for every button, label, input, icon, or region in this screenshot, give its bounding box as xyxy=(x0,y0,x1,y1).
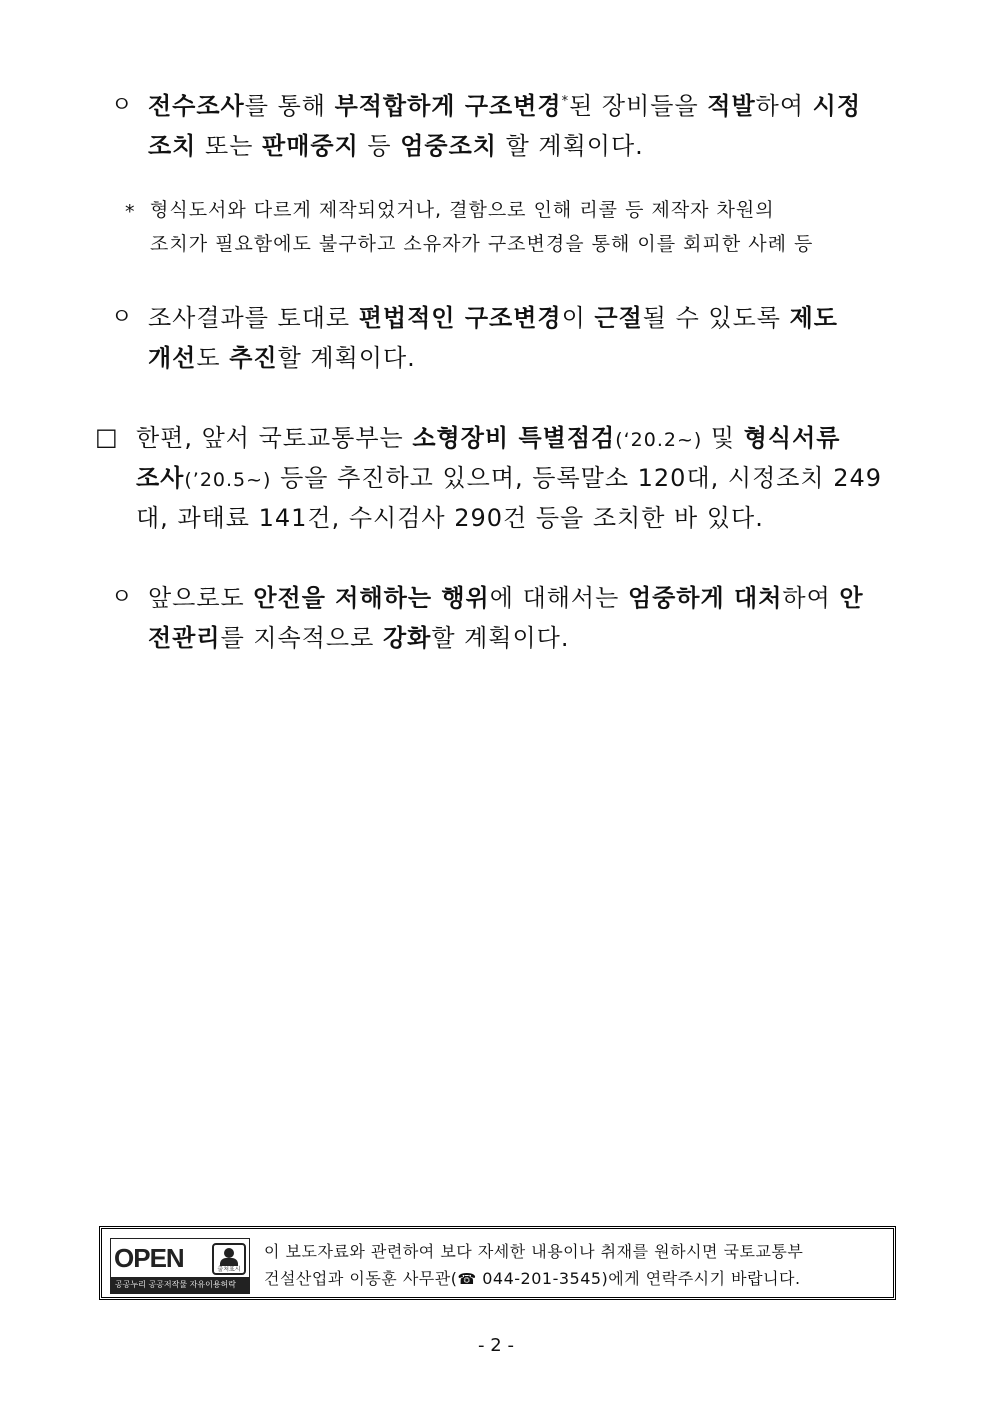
attribution-badge-label: 출처표시 xyxy=(217,1266,241,1273)
body-text: 할 계획이다. xyxy=(277,344,416,372)
paragraph-line xyxy=(148,303,838,333)
emphasis-text: 형식서류 xyxy=(743,424,841,452)
body-text: 또는 xyxy=(196,132,263,160)
paragraph-line xyxy=(136,463,882,495)
emphasis-text: 추진 xyxy=(229,344,278,372)
emphasis-text: 안전을 저해하는 행위 xyxy=(253,584,490,612)
contact-text: 044-201-3545)에게 연락주시기 바랍니다. xyxy=(476,1269,801,1288)
emphasis-text: 제도 xyxy=(789,304,838,332)
emphasis-text: 부적합하게 구조변경 xyxy=(334,92,562,120)
body-text: 를 지속적으로 xyxy=(220,624,383,652)
paragraph-line xyxy=(148,91,861,121)
contact-line: 이 보도자료와 관련하여 보다 자세한 내용이나 취재를 원하시면 국토교통부 xyxy=(264,1242,804,1261)
body-text: 등을 추진하고 있으며, 등록말소 120대, 시정조치 249 xyxy=(271,464,883,492)
body-text: 등 xyxy=(358,132,401,160)
emphasis-text: 엄중조치 xyxy=(400,132,497,160)
phone-icon: ☎ xyxy=(457,1270,477,1288)
emphasis-text: 전수조사 xyxy=(148,92,245,120)
emphasis-text: 개선 xyxy=(148,344,197,372)
emphasis-text: 근절 xyxy=(594,304,643,332)
open-logo-strip: 공공누리 공공저작물 자유이용허락 xyxy=(111,1277,249,1293)
emphasis-text: 적발 xyxy=(707,92,756,120)
body-text: 된 장비들을 xyxy=(569,92,708,120)
emphasis-text: 편법적인 구조변경 xyxy=(358,304,562,332)
body-text: 에 대해서는 xyxy=(489,584,628,612)
paragraph-line xyxy=(136,423,840,455)
paragraph-line xyxy=(148,623,570,653)
emphasis-text: 강화 xyxy=(382,624,432,652)
open-license-logo xyxy=(110,1238,250,1294)
body-text: 한편, 앞서 국토교통부는 xyxy=(136,424,413,452)
paragraph-line: 대, 과태료 141건, 수시검사 290건 등을 조치한 바 있다. xyxy=(136,504,764,532)
footnote-asterisk: * xyxy=(125,201,136,223)
bullet-circle: ㅇ xyxy=(111,585,133,610)
emphasis-text: 판매중지 xyxy=(262,132,359,160)
body-text: 조사결과를 토대로 xyxy=(148,304,359,332)
date-text: (‘20.2~) xyxy=(615,429,703,451)
paragraph-line xyxy=(148,583,864,613)
attribution-badge-icon xyxy=(212,1243,246,1275)
emphasis-text: 조사 xyxy=(136,464,185,492)
body-text: 및 xyxy=(702,424,744,452)
body-text: 하여 xyxy=(755,92,813,120)
body-text: 를 통해 xyxy=(244,92,335,120)
body-text: 이 xyxy=(561,304,595,332)
bullet-circle: ㅇ xyxy=(111,93,133,118)
footnote-line: 형식도서와 다르게 제작되었거나, 결함으로 인해 리콜 등 제작자 차원의 xyxy=(150,199,775,221)
paragraph-line xyxy=(148,343,416,373)
emphasis-text: 시정 xyxy=(812,92,862,120)
bullet-square: □ xyxy=(95,423,118,451)
open-logo-word: OPEN xyxy=(114,1243,184,1273)
emphasis-text: 조치 xyxy=(148,132,197,160)
body-text: 할 계획이다. xyxy=(431,624,570,652)
body-text: 될 수 있도록 xyxy=(642,304,790,332)
bullet-circle: ㅇ xyxy=(111,305,133,330)
page-number: - 2 - xyxy=(478,1335,514,1356)
body-text: 할 계획이다. xyxy=(496,132,644,160)
contact-line xyxy=(264,1268,801,1290)
paragraph-line xyxy=(148,131,644,161)
emphasis-text: 엄중하게 대처 xyxy=(627,584,783,612)
footnote-mark: * xyxy=(561,94,570,109)
emphasis-text: 소형장비 특별점검 xyxy=(412,424,616,452)
body-text: 도 xyxy=(196,344,230,372)
footnote-line: 조치가 필요함에도 불구하고 소유자가 구조변경을 통해 이를 회피한 사례 등 xyxy=(150,233,814,255)
body-text: 앞으로도 xyxy=(148,584,254,612)
emphasis-text: 전관리 xyxy=(148,624,221,652)
contact-text: 건설산업과 이동훈 사무관( xyxy=(264,1269,458,1288)
date-text: (’20.5~) xyxy=(184,469,272,491)
emphasis-text: 안 xyxy=(839,584,864,612)
body-text: 하여 xyxy=(782,584,840,612)
contact-box xyxy=(99,1226,896,1300)
